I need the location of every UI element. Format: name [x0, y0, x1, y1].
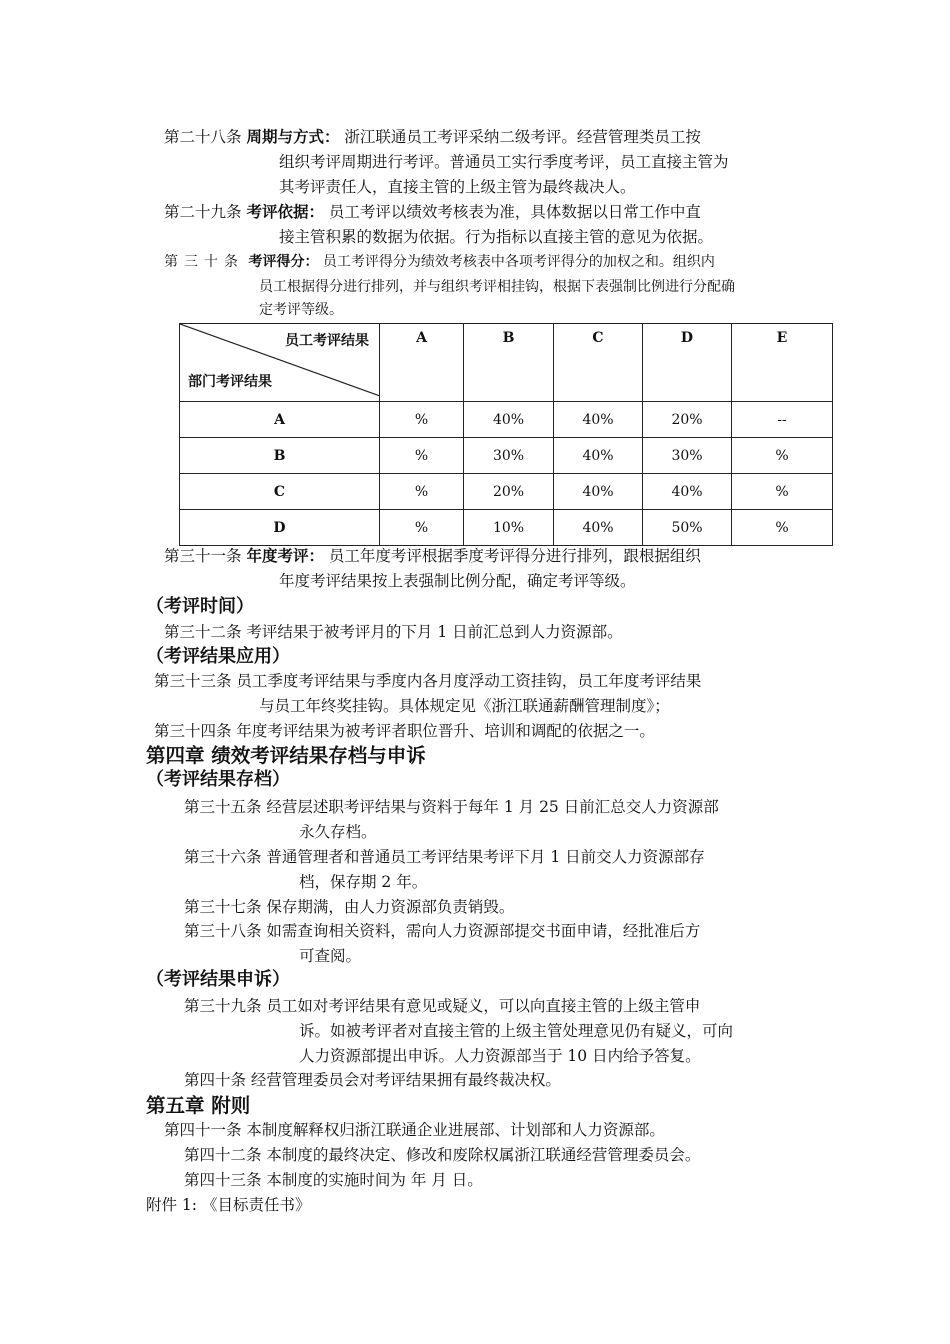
table-cell: 40%	[643, 474, 732, 510]
article-30-line-3: 定考评等级。	[259, 302, 343, 318]
article-32: 第三十二条 考评结果于被考评月的下月 1 日前汇总到人力资源部。	[164, 623, 623, 641]
article-text: 员工年度考评根据季度考评得分进行排列，跟根据组织	[328, 547, 701, 565]
article-number: 第三十一条	[164, 547, 242, 565]
article-31-line-2: 年度考评结果按上表强制比例分配，确定考评等级。	[279, 572, 636, 590]
article-36-line-2: 档，保存期 2 年。	[299, 873, 428, 891]
table-cell: 50%	[643, 510, 732, 546]
table-cell: 30%	[464, 438, 554, 474]
table-cell: 10%	[464, 510, 554, 546]
row-header: C	[180, 474, 380, 510]
column-header: B	[464, 324, 554, 402]
attachment-note: 附件 1: 《目标责任书》	[146, 1196, 311, 1214]
article-38-line-1: 第三十八条 如需查询相关资料，需向人力资源部提交书面申请，经批准后方	[184, 922, 701, 940]
article-title: 年度考评：	[246, 546, 324, 565]
table-cell: %	[380, 438, 464, 474]
article-39-line-3: 人力资源部提出申诉。人力资源部当于 10 日内给予答复。	[299, 1047, 701, 1065]
table-cell: %	[380, 510, 464, 546]
article-28-line-2: 组织考评周期进行考评。普通员工实行季度考评，员工直接主管为	[279, 153, 729, 171]
column-header: C	[554, 324, 643, 402]
article-35-line-2: 永久存档。	[299, 823, 377, 841]
table-header-row	[180, 324, 833, 402]
article-number: 第二十九条	[164, 203, 242, 221]
section-heading-time: （考评时间）	[146, 596, 254, 617]
article-text: 员工考评得分为绩效考核表中各项考评得分的加权之和。组织内	[322, 254, 715, 270]
grade-distribution-table	[179, 323, 833, 546]
article-33-line-2: 与员工年终奖挂钩。具体规定见《浙江联通薪酬管理制度》；	[259, 697, 670, 715]
article-number: 第二十八条	[164, 128, 242, 146]
article-title: 考评依据：	[246, 202, 324, 221]
article-text: 员工考评以绩效考核表为准，具体数据以日常工作中直	[328, 203, 701, 221]
table-cell: 40%	[464, 402, 554, 438]
table-cell: 20%	[643, 402, 732, 438]
article-31-line-1	[164, 546, 701, 566]
article-42: 第四十二条 本制度的最终决定、修改和废除权属浙江联通经营管理委员会。	[184, 1146, 701, 1164]
article-30-line-1	[164, 252, 715, 272]
article-35-line-1: 第三十五条 经营层述职考评结果与资料于每年 1 月 25 日前汇总交人力资源部	[184, 798, 719, 816]
article-title: 周期与方式：	[246, 127, 340, 146]
table-cell: --	[732, 402, 833, 438]
table-row	[180, 402, 833, 438]
column-axis-label: 员工考评结果	[285, 333, 369, 349]
article-28-line-1	[164, 127, 701, 147]
row-axis-label: 部门考评结果	[188, 374, 272, 390]
table-row	[180, 438, 833, 474]
article-37: 第三十七条 保存期满，由人力资源部负责销毁。	[184, 898, 515, 916]
article-41: 第四十一条 本制度解释权归浙江联通企业进展部、计划部和人力资源部。	[164, 1121, 665, 1139]
column-header: D	[643, 324, 732, 402]
section-heading-appeal: （考评结果申诉）	[146, 969, 290, 990]
article-40: 第四十条 经营管理委员会对考评结果拥有最终裁决权。	[184, 1071, 561, 1089]
article-29-line-1	[164, 202, 701, 222]
table-cell: 40%	[554, 438, 643, 474]
table-cell: %	[732, 510, 833, 546]
table-corner-cell	[180, 324, 380, 402]
table-cell: 30%	[643, 438, 732, 474]
column-header: E	[732, 324, 833, 402]
chapter-5-heading: 第五章 附则	[146, 1094, 251, 1117]
article-title: 考评得分：	[248, 254, 319, 270]
article-29-line-2: 接主管积累的数据为依据。行为指标以直接主管的意见为依据。	[279, 228, 714, 246]
article-39-line-2: 诉。如被考评者对直接主管的上级主管处理意见仍有疑义，可向	[299, 1022, 734, 1040]
article-39-line-1: 第三十九条 员工如对考评结果有意见或疑义，可以向直接主管的上级主管申	[184, 997, 701, 1015]
table-cell: 40%	[554, 474, 643, 510]
article-33-line-1: 第三十三条 员工季度考评结果与季度内各月度浮动工资挂钩，员工年度考评结果	[154, 672, 702, 690]
section-heading-archive: （考评结果存档）	[146, 769, 290, 790]
section-heading-application: （考评结果应用）	[146, 646, 290, 667]
table-cell: %	[732, 474, 833, 510]
row-header: D	[180, 510, 380, 546]
article-38-line-2: 可查阅。	[299, 947, 362, 965]
article-36-line-1: 第三十六条 普通管理者和普通员工考评结果考评下月 1 日前交人力资源部存	[184, 848, 705, 866]
article-43: 第四十三条 本制度的实施时间为 年 月 日。	[184, 1171, 483, 1189]
row-header: B	[180, 438, 380, 474]
row-header: A	[180, 402, 380, 438]
article-number: 第三十条	[164, 254, 244, 270]
table-cell: %	[380, 474, 464, 510]
chapter-4-heading: 第四章 绩效考评结果存档与申诉	[146, 744, 426, 767]
column-header: A	[380, 324, 464, 402]
table-row	[180, 510, 833, 546]
article-30-line-2: 员工根据得分进行排列，并与组织考评相挂钩，根据下表强制比例进行分配确	[259, 279, 735, 295]
table-cell: 40%	[554, 402, 643, 438]
table-cell: 20%	[464, 474, 554, 510]
table-cell: 40%	[554, 510, 643, 546]
article-28-line-3: 其考评责任人，直接主管的上级主管为最终裁决人。	[279, 178, 636, 196]
table-row	[180, 474, 833, 510]
article-34: 第三十四条 年度考评结果为被考评者职位晋升、培训和调配的依据之一。	[154, 722, 655, 740]
table-cell: %	[380, 402, 464, 438]
table-cell: %	[732, 438, 833, 474]
article-text: 浙江联通员工考评采纳二级考评。经营管理类员工按	[344, 128, 701, 146]
